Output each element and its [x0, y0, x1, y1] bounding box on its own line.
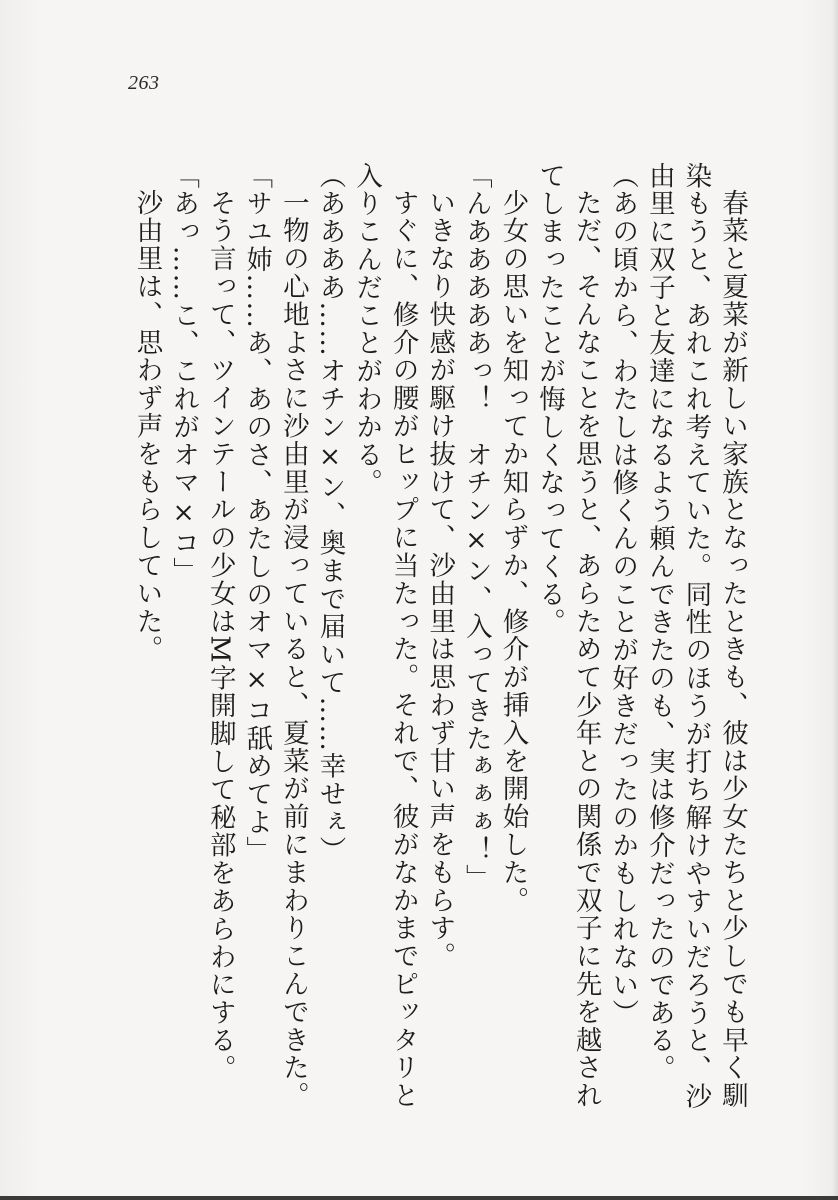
paragraph: そう言って、ツインテールの少女はM字開脚して秘部をあらわにする。 — [204, 188, 236, 1082]
paragraph: 一物の心地よさに沙由里が浸っていると、夏菜が前にまわりこんできた。 — [277, 188, 309, 1110]
paragraph: 少女の思いを知ってか知らずか、修介が挿入を開始した。 — [497, 188, 529, 914]
bottom-edge-rule — [0, 1196, 838, 1200]
page-edge-shadow — [832, 0, 838, 1200]
inner-thought: （ああああ……オチン×ン、奥まで届いて……幸せぇ） — [314, 162, 346, 864]
paragraph: ただ、そんなことを思うと、あらためて少年との関係で双子に先を越されてしまったことが悔しくなってくる。 — [534, 162, 602, 1110]
vertical-text-body — [100, 162, 750, 1122]
dialogue-line: 「サユ姉……あ、あのさ、あたしのオマ×コ舐めてよ」 — [241, 162, 273, 864]
paragraph: 春菜と夏菜が新しい家族となったときも、彼は少女たちと少しでも早く馴染もうと、あれこれ考えていた。同性のほうが打ち解けやすいだろうと、沙由里に双子と友達になるよう頼んできたのも、実は修介だったのである。 — [643, 162, 748, 1111]
paragraph: 沙由里は、思わず声をもらしていた。 — [131, 188, 163, 663]
dialogue-line: 「んあああああっ！ オチン×ン、入ってきたぁぁぁ！」 — [460, 162, 492, 892]
page-number: 263 — [128, 72, 160, 94]
dialogue-line: 「あっ……こ、これがオマ×コ」 — [168, 162, 200, 585]
inner-thought: （あの頃から、わたしは修くんのことが好きだったのかもしれない） — [607, 162, 639, 1027]
paragraph: すぐに、修介の腰がヒップに当たった。それで、彼がなかまでピッタリと入りこんだことがわかる。 — [351, 162, 419, 1110]
paragraph: いきなり快感が駆け抜けて、沙由里は思わず甘い声をもらす。 — [424, 188, 456, 970]
